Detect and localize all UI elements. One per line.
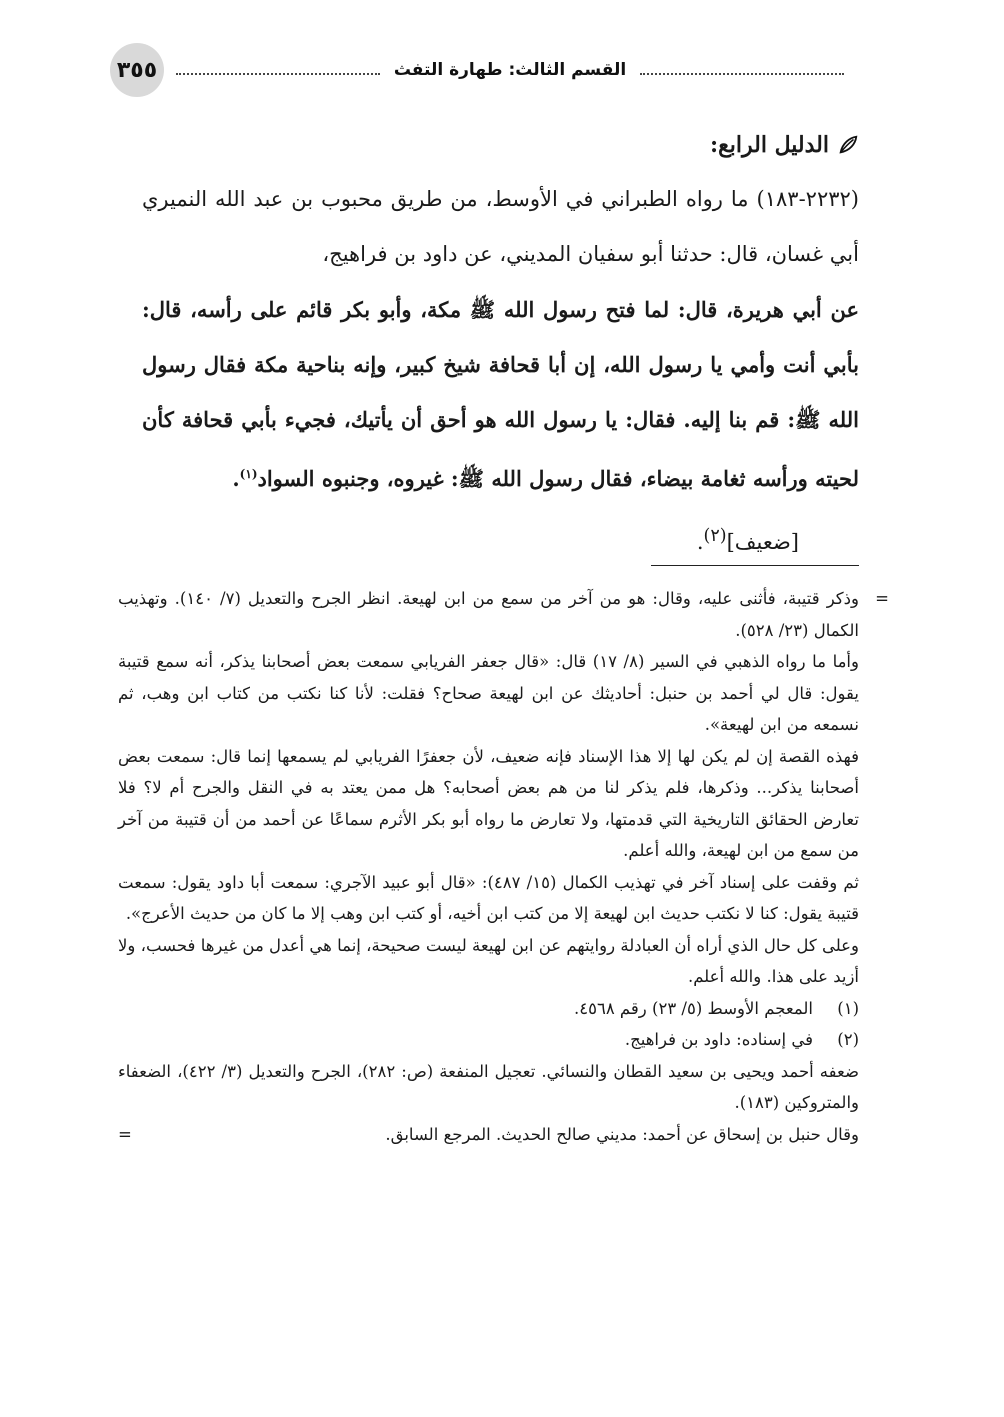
continues-marker: =	[118, 1124, 132, 1144]
hadith-end: .	[232, 466, 240, 491]
footnote-2-number: (٢)	[837, 1030, 859, 1049]
grade-end: .	[696, 530, 704, 554]
hadith-text	[142, 282, 859, 506]
hadith-intro: (٢٢٣٢-١٨٣) ما رواه الطبراني في الأوسط، من طريق محبوب بن عبد الله النميري أبي غسان، قال: حدثنا أبو سفيان المديني، عن داود بن فراهيج،	[142, 187, 859, 266]
running-title: القسم الثالث: طهارة التفث	[393, 60, 627, 80]
footnote-paragraph: وعلى كل حال الذي أراه أن العبادلة روايتهم عن ابن لهيعة ليست صحيحة، إنما هي أعدل من غيرها فحسب، ولا أزيد على هذا. والله أعلم.	[118, 935, 859, 986]
footnote-separator	[651, 565, 859, 566]
running-header	[176, 55, 844, 85]
footnotes	[118, 583, 859, 1150]
leaf-ornament-icon	[837, 134, 859, 156]
footnote-paragraph: وأما ما رواه الذهبي في السير (٨/ ١٧) قال: «قال جعفر الفريابي سمعت بعض أصحابنا يذكر، أنه سمع قتيبة يقول: قال لي أحمد بن حنبل: أحاديثك عن ابن لهيعة صحاح؟ فقلت: لأنا كنا نكتب من كتاب ابن وهب، ثم نسمعه من ابن لهيعة».	[118, 652, 859, 734]
footnote-2-last-line	[118, 1119, 859, 1151]
footnote-1-number: (١)	[837, 998, 859, 1018]
footnote-2	[118, 1024, 859, 1056]
hadith-body: عن أبي هريرة، قال: لما فتح رسول الله ﷺ مكة، وأبو بكر قائم على رأسه، قال: بأبي أنت وأمي يا رسول الله، إن أبا قحافة شيخ كبير، وإنه بناحية مكة فقال رسول الله ﷺ: قم بنا إليه. فقال: يا رسول الله هو أحق أن يأتيك، فجيء بأبي قحافة كأن لحيته ورأسه ثغامة بيضاء، فقال رسول الله ﷺ: غيروه، وجنبوه السواد	[142, 297, 859, 491]
footnote-2-last-text: وقال حنبل بن إسحاق عن أحمد: مديني صالح الحديث. المرجع السابق.	[385, 1124, 859, 1144]
footnote-1	[118, 993, 859, 1025]
header-dots-left	[176, 73, 380, 75]
footnote-ref-1: (١)	[239, 467, 258, 481]
page-number-badge	[110, 43, 164, 97]
main-text	[142, 118, 859, 572]
heading-text: الدليل الرابع:	[709, 132, 829, 158]
hadith-grade	[142, 506, 859, 572]
footnote-1-text: المعجم الأوسط (٥/ ٢٣) رقم ٤٥٦٨.	[573, 998, 813, 1018]
header-dots-right	[640, 73, 844, 75]
footnote-ref-2: (٢)	[703, 526, 727, 546]
footnote-paragraph: فهذه القصة إن لم يكن لها إلا هذا الإسناد فإنه ضعيف، لأن جعفرًا الفريابي لم يسمعها إنما قال: سمعت بعض أصحابنا يذكر... وذكرها، فلم يذكر لنا من هم بعض أصحابه؟ هل ممن يعتد به في النقل والجرح أم لا؟ فلا تعارض الحقائق التاريخية التي قدمتها، ولا تعارض ما رواه أبو بكر الأثرم سماعًا عن أحمد من أن قتيبة من آخر من سمع من ابن لهيعة، والله أعلم.	[118, 746, 859, 860]
grade-label: [ضعيف]	[726, 530, 799, 554]
footnote-continuation: = وذكر قتيبة، فأثنى عليه، وقال: هو من آخر من سمع من ابن لهيعة. انظر الجرح والتعديل (٧/ ١٤٠). وتهذيب الكمال (٢٣/ ٥٢٨).	[118, 583, 859, 646]
page-number: ٣٥٥	[116, 57, 158, 83]
footnote-2-text: في إسناده: داود بن فراهيج.	[624, 1030, 813, 1049]
footnote-2-continuation: ضعفه أحمد ويحيى بن سعيد القطان والنسائي. تعجيل المنفعة (ص: ٢٨٢)، الجرح والتعديل (٣/ ٤٢٢)، الضعفاء والمتروكين (١٨٣).	[118, 1061, 859, 1112]
section-heading	[142, 118, 859, 172]
footnote-paragraph: ثم وقفت على إسناد آخر في تهذيب الكمال (١٥/ ٤٨٧): «قال أبو عبيد الآجري: سمعت أبا داود يقول: سمعت قتيبة يقول: كنا لا نكتب حديث ابن لهيعة إلا من كتب ابن أخيه، أو كتب ابن وهب إلا ما كان من حديث الأعرج».	[118, 872, 859, 923]
